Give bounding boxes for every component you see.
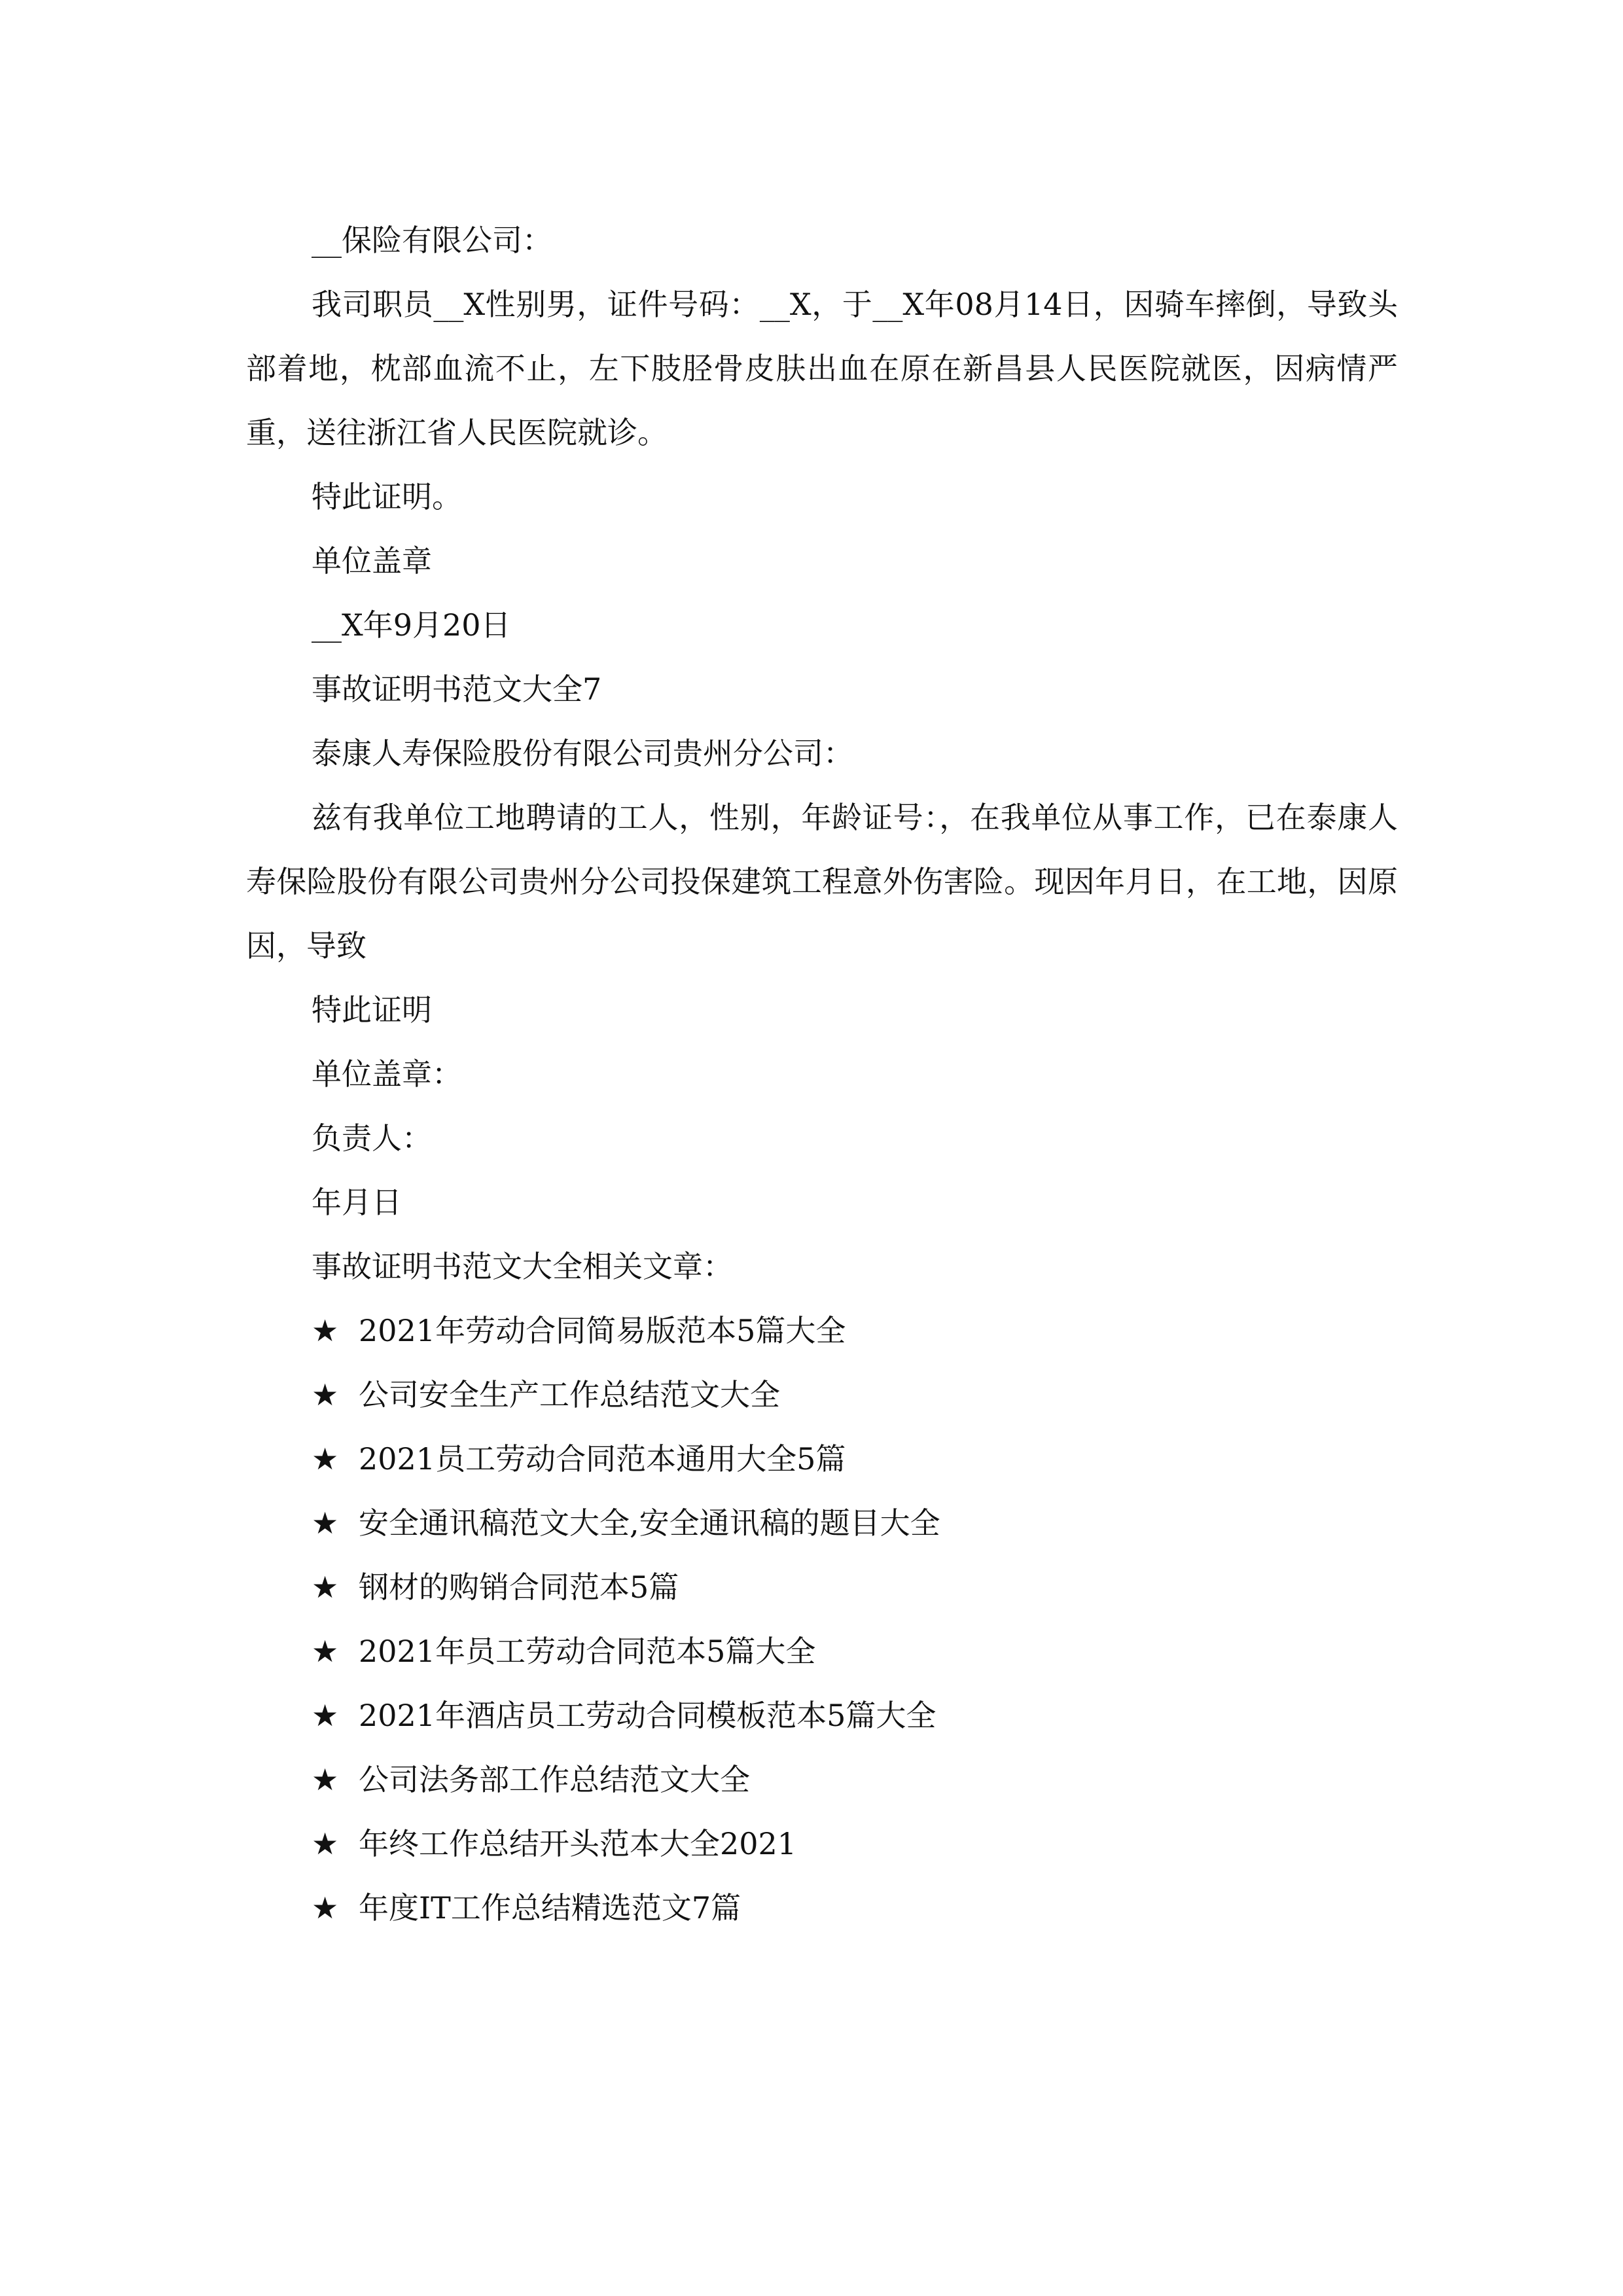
related-article-title: 年终工作总结开头范本大全2021: [359, 1826, 797, 1861]
related-article-title: 2021员工劳动合同范本通用大全5篇: [359, 1441, 846, 1477]
related-article-link[interactable]: [246, 1555, 1398, 1619]
related-articles-heading: 事故证明书范文大全相关文章：: [312, 1249, 733, 1284]
related-articles-list: [246, 1299, 1398, 1940]
star-icon: ★: [312, 1570, 339, 1605]
related-article-title: 2021年劳动合同简易版范本5篇大全: [359, 1313, 846, 1348]
closing-line: 特此证明。: [312, 479, 462, 514]
related-article-title: 2021年员工劳动合同范本5篇大全: [359, 1634, 816, 1669]
responsible-person-line: 负责人：: [312, 1121, 432, 1156]
addressee-line-2: 泰康人寿保险股份有限公司贵州分公司：: [312, 736, 853, 771]
related-article-link[interactable]: [246, 1748, 1398, 1812]
star-icon: ★: [312, 1698, 339, 1733]
related-article-link[interactable]: [246, 1876, 1398, 1940]
document-body: [246, 208, 1398, 1940]
star-icon: ★: [312, 1313, 339, 1348]
related-article-link[interactable]: [246, 1363, 1398, 1427]
related-article-link[interactable]: [246, 1812, 1398, 1876]
star-icon: ★: [312, 1890, 339, 1926]
related-article-title: 2021年酒店员工劳动合同模板范本5篇大全: [359, 1698, 936, 1733]
star-icon: ★: [312, 1634, 339, 1669]
star-icon: ★: [312, 1505, 339, 1541]
star-icon: ★: [312, 1377, 339, 1412]
body-paragraph: 我司职员__X性别男，证件号码：__X，于__X年08月14日，因骑车摔倒，导致头部着地，枕部血流不止，左下肢胫骨皮肤出血在原在新昌县人民医院就医，因病情严重，送往浙江省人民医院就诊。: [246, 287, 1398, 450]
related-article-title: 安全通讯稿范文大全,安全通讯稿的题目大全: [359, 1505, 940, 1541]
date-line: __X年9月20日: [312, 607, 511, 643]
related-article-title: 年度IT工作总结精选范文7篇: [359, 1890, 741, 1926]
related-article-title: 公司安全生产工作总结范文大全: [359, 1377, 780, 1412]
date-line-2: 年月日: [312, 1185, 402, 1220]
related-article-link[interactable]: [246, 1491, 1398, 1555]
seal-line: 单位盖章: [312, 543, 432, 579]
related-article-title: 钢材的购销合同范本5篇: [359, 1570, 679, 1605]
related-article-link[interactable]: [246, 1619, 1398, 1683]
body-paragraph-2: 兹有我单位工地聘请的工人，性别，年龄证号：，在我单位从事工作，已在泰康人寿保险股份有限公司贵州分公司投保建筑工程意外伤害险。现因年月日，在工地，因原因，导致: [246, 800, 1398, 963]
star-icon: ★: [312, 1441, 339, 1477]
seal-line-2: 单位盖章：: [312, 1056, 462, 1092]
related-article-link[interactable]: [246, 1683, 1398, 1748]
addressee-line: __保险有限公司：: [312, 223, 552, 258]
related-article-link[interactable]: [246, 1299, 1398, 1363]
related-article-link[interactable]: [246, 1427, 1398, 1491]
star-icon: ★: [312, 1826, 339, 1861]
closing-line-2: 特此证明: [312, 992, 432, 1028]
star-icon: ★: [312, 1762, 339, 1797]
section-heading: 事故证明书范文大全7: [312, 672, 602, 707]
related-article-title: 公司法务部工作总结范文大全: [359, 1762, 750, 1797]
